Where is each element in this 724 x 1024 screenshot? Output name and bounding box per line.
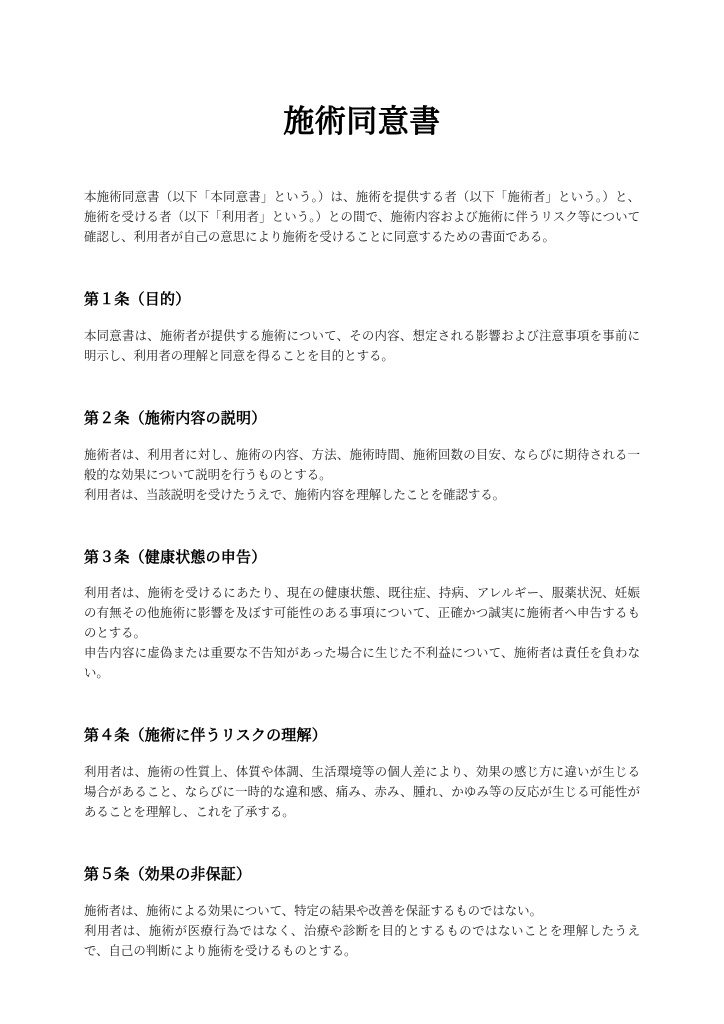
article-paragraph: 利用者は、施術の性質上、体質や体調、生活環境等の個人差により、効果の感じ方に違いが生じる場合があること、ならびに一時的な違和感、痛み、赤み、腫れ、かゆみ等の反応が生じる可能性があることを理解し、これを了承する。 (84, 765, 640, 820)
article-paragraph: 申告内容に虚偽または重要な不告知があった場合に生じた不利益について、施術者は責任を負わない。 (84, 646, 640, 681)
article-heading-4: 第４条（施術に伴うリスクの理解） (84, 727, 327, 745)
article-section-5 (84, 822, 640, 961)
article-heading-3: 第３条（健康状態の申告） (84, 548, 267, 566)
article-body-3 (84, 583, 640, 683)
article-heading-1: 第１条（目的） (84, 291, 191, 309)
article-paragraph: 利用者は、施術を受けるにあたり、現在の健康状態、既往症、持病、アレルギー、服薬状況、妊娠の有無その他施術に影響を及ぼす可能性のある事項について、正確かつ誠実に施術者へ申告するものとする。 (84, 586, 640, 641)
article-paragraph: 利用者は、施術が医療行為ではなく、治療や診断を目的とするものではないことを理解したうえで、自己の判断により施術を受けるものとする。 (84, 923, 640, 958)
article-section-2 (84, 366, 640, 505)
article-section-1 (84, 247, 640, 366)
article-heading-2: 第２条（施術内容の説明） (84, 409, 267, 427)
article-body-2 (84, 445, 640, 505)
article-section-4 (84, 683, 640, 822)
article-paragraph: 施術者は、利用者に対し、施術の内容、方法、施術時間、施術回数の目安、ならびに期待される一般的な効果について説明を行うものとする。 (84, 447, 640, 482)
page-title: 施術同意書 (283, 104, 441, 139)
intro-paragraph: 本施術同意書（以下「本同意書」という。）は、施術を提供する者（以下「施術者」という。）と、施術を受ける者（以下「利用者」という。）との間で、施術内容および施術に伴うリスク等について確認し、利用者が自己の意思により施術を受けることに同意するための書面である。 (84, 190, 640, 245)
article-body-4 (84, 762, 640, 822)
article-paragraph: 本同意書は、施術者が提供する施術について、その内容、想定される影響および注意事項を事前に明示し、利用者の理解と同意を得ることを目的とする。 (84, 328, 640, 363)
article-heading-5: 第５条（効果の非保証） (84, 866, 252, 884)
article-paragraph: 利用者は、当該説明を受けたうえで、施術内容を理解したことを確認する。 (84, 487, 506, 502)
article-body-5 (84, 901, 640, 961)
article-section-3 (84, 505, 640, 684)
article-body-1 (84, 326, 640, 366)
article-paragraph: 施術者は、施術による効果について、特定の結果や改善を保証するものではない。 (84, 903, 542, 918)
